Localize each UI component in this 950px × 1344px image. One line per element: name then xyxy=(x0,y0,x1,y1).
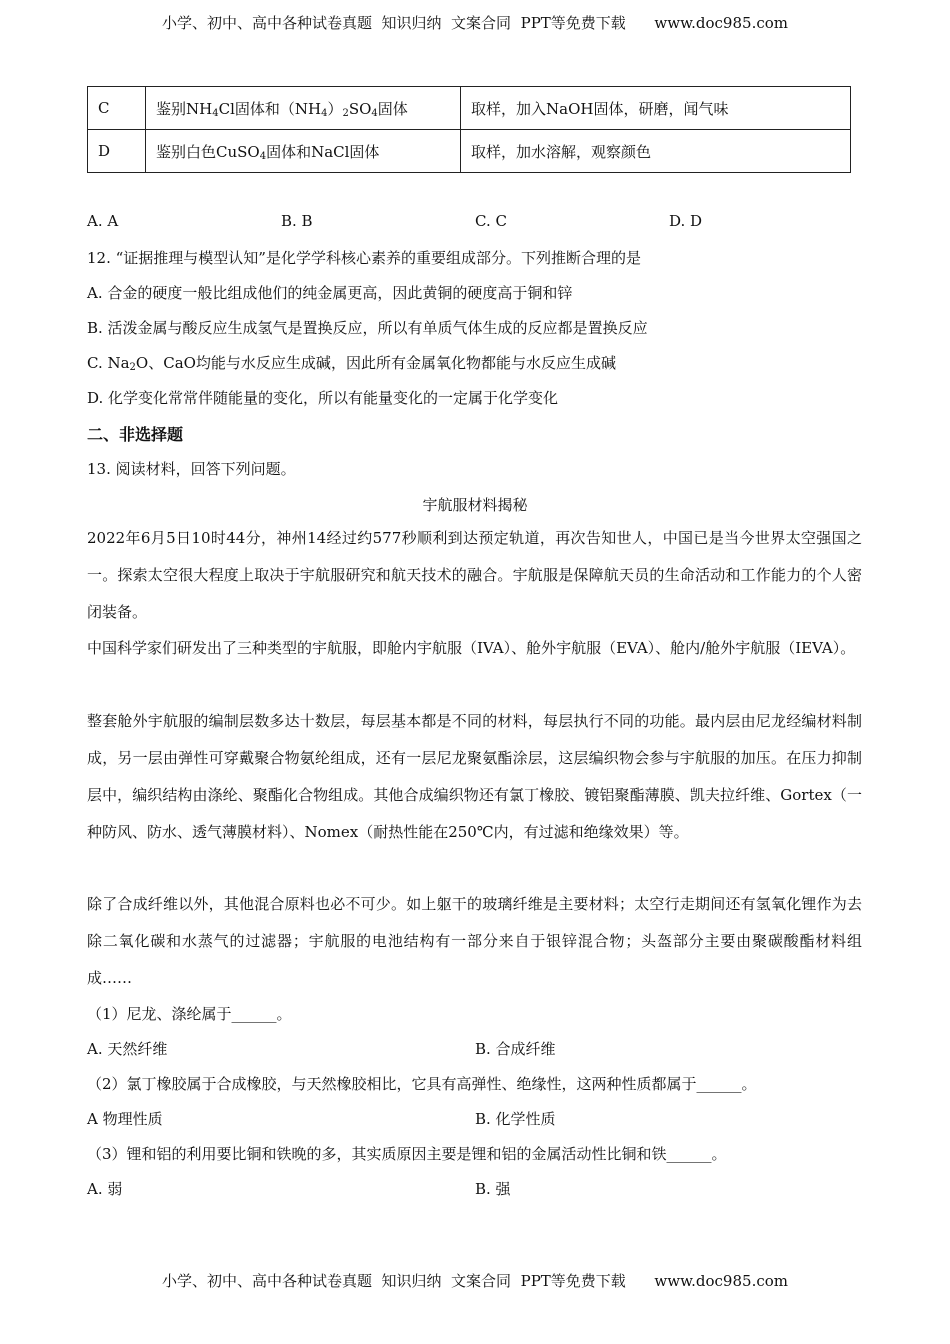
q12-option-d: D. 化学变化常常伴随能量的变化，所以有能量变化的一定属于化学变化 xyxy=(87,389,559,407)
row-method: 取样，加水溶解，观察颜色 xyxy=(461,130,851,173)
options-table xyxy=(87,86,851,173)
row-purpose: 鉴别白色CuSO$_4$固体和NaCl固体 xyxy=(146,130,461,173)
q13-sub2-options xyxy=(87,1108,863,1129)
q13-stem: 13. 阅读材料，回答下列问题。 xyxy=(87,460,296,478)
q13-sub1-options xyxy=(87,1038,863,1059)
table-row xyxy=(88,130,851,173)
option-a: A. 弱 xyxy=(87,1180,123,1198)
article-paragraph: 2022年6月5日10时44分，神州14经过约577秒顺利到达预定轨道，再次告知世人，中国已是当今世界太空强国之一。探索太空很大程度上取决于宇航服研究和航天技术的融合。宇航服是保障航天员的生命活动和工作能力的个人密闭装备。 xyxy=(87,529,862,621)
article-paragraph: 整套舱外宇航服的编制层数多达十数层，每层基本都是不同的材料，每层执行不同的功能。最内层由尼龙经编材料制成，另一层由弹性可穿戴聚合物氨纶组成，还有一层尼龙聚氨酯涂层，这层编织物会参与宇航服的加压。在压力抑制层中，编织结构由涤纶、聚酯化合物组成。其他合成编织物还有氯丁橡胶、镀铝聚酯薄膜、凯夫拉纤维、Gortex（一种防风、防水、透气薄膜材料）、Nomex（耐热性能在250℃内，有过滤和绝缘效果）等。 xyxy=(87,712,862,841)
option-a: A. A xyxy=(87,212,119,230)
q12-option-a: A. 合金的硬度一般比组成他们的纯金属更高，因此黄铜的硬度高于铜和锌 xyxy=(87,284,573,302)
q13-sub3: （3）锂和铝的利用要比铜和铁晚的多，其实质原因主要是锂和铝的金属活动性比铜和铁______。 xyxy=(87,1145,727,1163)
q11-options xyxy=(87,212,863,230)
section-heading: 二、非选择题 xyxy=(87,425,184,444)
article-title: 宇航服材料揭秘 xyxy=(422,496,528,514)
page-footer: 小学、初中、高中各种试卷真题 知识归纳 文案合同 PPT等免费下载 www.doc985.com xyxy=(161,1272,788,1290)
page-header: 小学、初中、高中各种试卷真题 知识归纳 文案合同 PPT等免费下载 www.doc985.com xyxy=(161,14,788,32)
q12-option-b: B. 活泼金属与酸反应生成氢气是置换反应，所以有单质气体生成的反应都是置换反应 xyxy=(87,319,648,337)
row-label: D xyxy=(88,130,146,173)
option-b: B. 化学性质 xyxy=(475,1110,556,1128)
q13-sub2: （2）氯丁橡胶属于合成橡胶，与天然橡胶相比，它具有高弹性、绝缘性，这两种性质都属于______。 xyxy=(87,1075,757,1093)
q13-sub1: （1）尼龙、涤纶属于______。 xyxy=(87,1005,292,1023)
option-a: A. 天然纤维 xyxy=(87,1040,168,1058)
row-purpose: 鉴别$NH_4Cl$固体和$(NH_4)_2SO_4$固体 xyxy=(146,87,461,130)
q12-option-c: C. $Na_2O$、CaO均能与水反应生成碱，因此所有金属氧化物都能与水反应生成碱 xyxy=(87,354,616,373)
row-label: C xyxy=(88,87,146,130)
row-method: 取样，加入NaOH固体，研磨，闻气味 xyxy=(461,87,851,130)
option-c: C. C xyxy=(475,212,507,230)
option-b: B. 强 xyxy=(475,1180,511,1198)
q12-stem: 12. “证据推理与模型认知”是化学学科核心素养的重要组成部分。下列推断合理的是 xyxy=(87,249,641,267)
option-d: D. D xyxy=(669,212,703,230)
option-a: A 物理性质 xyxy=(87,1110,163,1128)
option-b: B. 合成纤维 xyxy=(475,1040,556,1058)
option-b: B. B xyxy=(281,212,313,230)
q13-sub3-options xyxy=(87,1178,863,1199)
article-paragraph: 除了合成纤维以外，其他混合原料也必不可少。如上躯干的玻璃纤维是主要材料；太空行走期间还有氢氧化锂作为去除二氧化碳和水蒸气的过滤器；宇航服的电池结构有一部分来自于银锌混合物；头盔部分主要由聚碳酸酯材料组成…… xyxy=(87,895,862,987)
table-row xyxy=(88,87,851,130)
article-paragraph: 中国科学家们研发出了三种类型的宇航服，即舱内宇航服（IVA）、舱外宇航服（EVA）、舱内/舱外宇航服（IEVA）。 xyxy=(87,639,856,657)
